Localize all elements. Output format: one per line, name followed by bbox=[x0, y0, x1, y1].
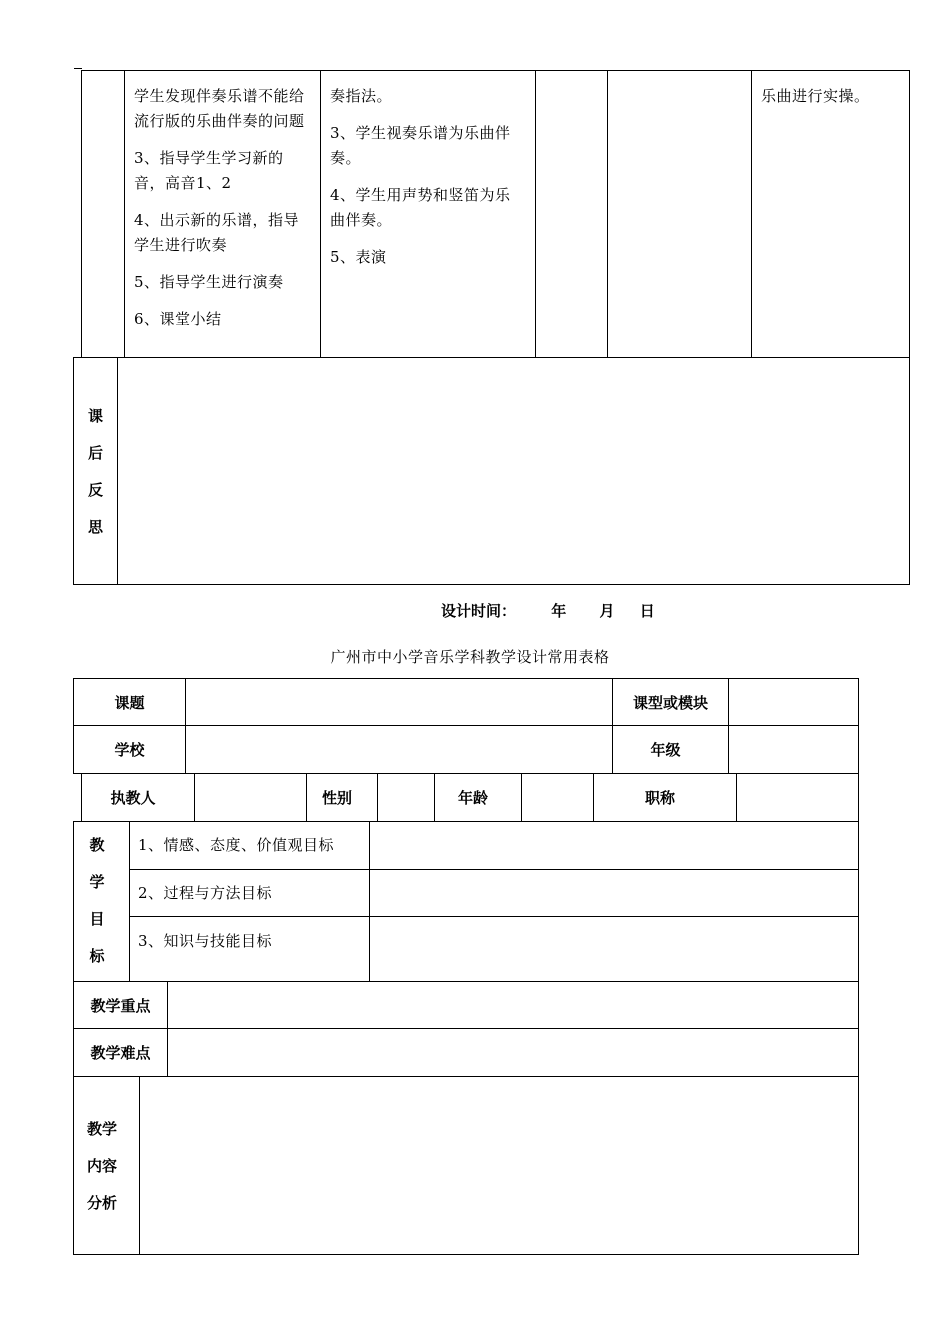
reflection-char: 思 bbox=[87, 518, 103, 536]
student-activity-line: 3、学生视奏乐谱为乐曲伴奏。 bbox=[330, 124, 511, 167]
design-intent-line: 乐曲进行实操。 bbox=[761, 87, 870, 105]
goals-label-char: 教 bbox=[89, 836, 105, 854]
table-border bbox=[73, 1254, 859, 1255]
goals-label-char: 目 bbox=[89, 910, 105, 928]
design-time-year: 年 bbox=[551, 602, 567, 620]
reflection-char: 课 bbox=[87, 407, 103, 425]
table-border bbox=[858, 678, 859, 1255]
content-analysis-field[interactable] bbox=[140, 1077, 858, 1254]
design-time-month: 月 bbox=[599, 602, 615, 620]
reflection-char: 反 bbox=[87, 481, 103, 499]
content-analysis-label bbox=[74, 1111, 130, 1222]
title-field[interactable] bbox=[737, 774, 858, 821]
grade-label: 年级 bbox=[650, 741, 681, 759]
teacher-activity-line: 6、课堂小结 bbox=[134, 310, 222, 328]
goal-process-field[interactable] bbox=[370, 870, 858, 916]
key-points-label: 教学重点 bbox=[90, 996, 151, 1015]
topic-field[interactable] bbox=[186, 679, 612, 725]
reflection-char: 后 bbox=[87, 444, 103, 462]
table-border bbox=[129, 821, 130, 981]
goals-label-char: 标 bbox=[89, 947, 105, 965]
goal-emotion-field[interactable] bbox=[370, 822, 858, 869]
table-border bbox=[73, 584, 910, 585]
student-activity-cell bbox=[330, 84, 526, 282]
type-or-module-field[interactable] bbox=[729, 679, 858, 725]
difficult-points-label: 教学难点 bbox=[90, 1044, 151, 1062]
table-border bbox=[320, 70, 321, 357]
content-analysis-line: 分析 bbox=[86, 1194, 117, 1212]
teacher-activity-cell bbox=[134, 84, 310, 344]
table-border bbox=[124, 70, 125, 357]
teacher-label: 执教人 bbox=[110, 789, 156, 807]
grade-field[interactable] bbox=[729, 726, 858, 773]
table-border bbox=[117, 357, 118, 585]
key-points-field[interactable] bbox=[168, 982, 858, 1028]
teaching-goals-label bbox=[74, 827, 120, 975]
table-border bbox=[73, 357, 910, 358]
difficult-points-field[interactable] bbox=[168, 1029, 858, 1076]
school-label: 学校 bbox=[114, 741, 145, 759]
goal-knowledge-label: 3、知识与技能目标 bbox=[138, 932, 273, 950]
goals-label-char: 学 bbox=[89, 873, 105, 891]
teacher-activity-line: 学生发现伴奏乐谱不能给流行版的乐曲伴奏的问题 bbox=[134, 87, 305, 130]
design-intent-cell bbox=[761, 84, 901, 121]
school-field[interactable] bbox=[186, 726, 612, 773]
table-border bbox=[535, 70, 536, 357]
teacher-activity-line: 4、出示新的乐谱，指导学生进行吹奏 bbox=[134, 211, 300, 254]
age-label: 年龄 bbox=[457, 789, 488, 807]
content-analysis-line: 教学 bbox=[86, 1120, 117, 1138]
gender-label: 性别 bbox=[321, 789, 352, 807]
design-time-line bbox=[441, 600, 655, 622]
student-activity-line: 奏指法。 bbox=[330, 87, 393, 105]
teacher-activity-line: 5、指导学生进行演奏 bbox=[134, 273, 284, 291]
age-field[interactable] bbox=[522, 774, 593, 821]
teacher-field[interactable] bbox=[195, 774, 306, 821]
reflection-label bbox=[74, 398, 117, 546]
goal-process-label: 2、过程与方法目标 bbox=[138, 883, 273, 902]
topic-label: 课题 bbox=[114, 693, 145, 712]
design-time-label: 设计时间： bbox=[441, 602, 517, 620]
table-border bbox=[909, 70, 910, 585]
title-label: 职称 bbox=[644, 789, 675, 807]
gender-field[interactable] bbox=[378, 774, 434, 821]
table-border bbox=[81, 70, 82, 357]
student-activity-line: 5、表演 bbox=[330, 248, 387, 266]
table-border bbox=[81, 70, 910, 71]
table-border bbox=[607, 70, 608, 357]
design-time-day: 日 bbox=[639, 602, 655, 620]
teacher-activity-line: 3、指导学生学习新的音，高音1、2 bbox=[134, 149, 284, 192]
type-or-module-label: 课型或模块 bbox=[632, 693, 708, 712]
page-mark bbox=[74, 68, 82, 69]
table-border bbox=[751, 70, 752, 357]
goal-knowledge-field[interactable] bbox=[370, 917, 858, 981]
goal-emotion-label: 1、情感、态度、价值观目标 bbox=[138, 836, 335, 854]
content-analysis-line: 内容 bbox=[86, 1157, 117, 1175]
form-title: 广州市中小学音乐学科教学设计常用表格 bbox=[330, 648, 610, 666]
student-activity-line: 4、学生用声势和竖笛为乐曲伴奏。 bbox=[330, 186, 511, 229]
